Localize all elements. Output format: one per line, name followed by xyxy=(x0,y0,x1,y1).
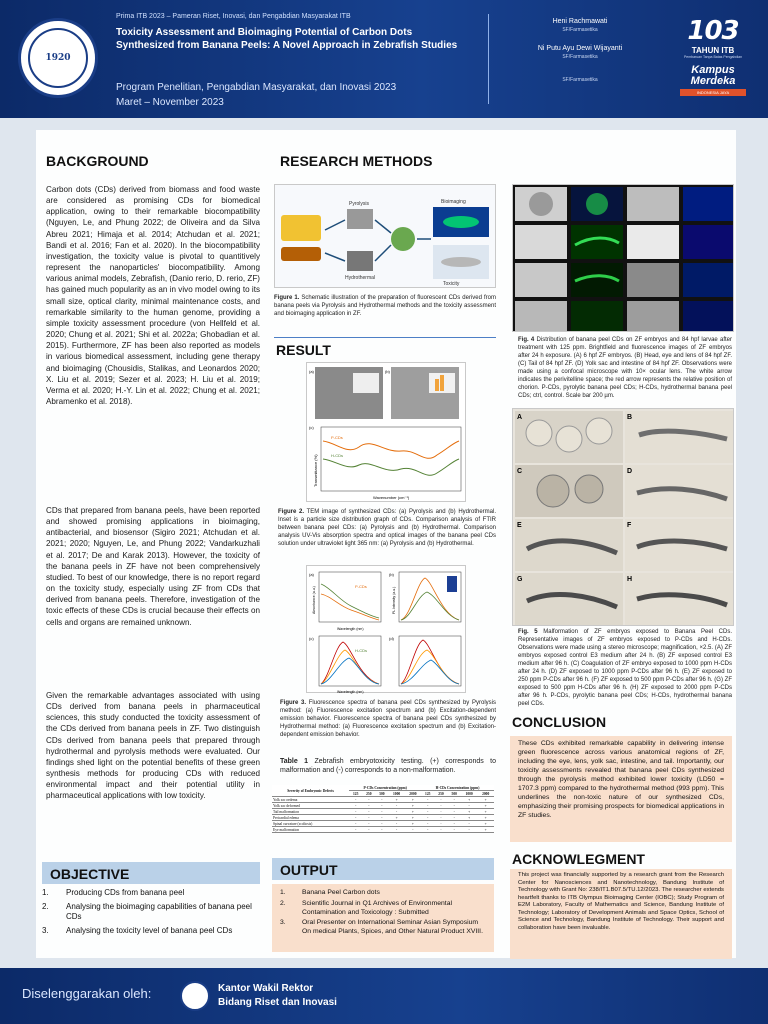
objective-item: 1. Producing CDs from banana peel xyxy=(42,888,185,897)
fig2-label-a: (a) xyxy=(309,369,314,374)
table-cell: - xyxy=(388,803,404,809)
table-cell: - xyxy=(434,815,447,821)
fig5-panel-e: E xyxy=(517,522,522,529)
table-cell: - xyxy=(375,809,388,815)
kampus-merdeka-logo: Kampus Merdeka xyxy=(690,64,736,87)
seal-year: 1920 xyxy=(28,28,88,88)
result-heading: RESULT xyxy=(276,342,331,358)
table-cell: - xyxy=(434,797,447,803)
output-list xyxy=(272,884,494,952)
concentration-header: 500 xyxy=(375,791,388,797)
table-cell: - xyxy=(388,827,404,833)
program-period: Maret – November 2023 xyxy=(116,97,224,108)
divider xyxy=(274,337,496,338)
schematic-label-toxicity: Toxicity xyxy=(443,281,460,287)
table-cell: - xyxy=(349,797,362,803)
table-cell: - xyxy=(375,827,388,833)
table-cell: - xyxy=(421,827,434,833)
output-item: 1. Banana Peel Carbon dots xyxy=(280,889,380,896)
table-cell: - xyxy=(461,821,477,827)
table-cell: - xyxy=(448,827,461,833)
defect-label: Pericardial edema xyxy=(272,815,349,821)
fig5-panel-f: F xyxy=(627,522,632,529)
output-item: 3. Oral Presenter on International Seminar Asian Symposium On medical Plants, Spices, and Other Natural Product XVIII. xyxy=(280,919,483,936)
acknowledgment-heading: ACKNOWLEGMENT xyxy=(512,851,645,867)
table-cell: - xyxy=(375,803,388,809)
figure-4-caption: Fig. 4 Distribution of banana peel CDs on ZF embryos and 84 hpf larvae after treatment with 125 ppm. Brightfield and fluorescence images of ZF embryos after 24 h exposure. (A) 6 hpf ZF embryos. (B) Head, eye and lens of 84 hpf ZF. (C) Tail of 84 hpf ZF. (D) Yolk sac and intestine of 84 hpf ZF. Observations were made using a confocal microscope with 10× ocular lens. The white arrow indicates the perivitelline space; the red arrow represents the relative position of chorion. P-CDs, pyrolytic banana peel CDs; H-CDs, hydrothermal banana peel CDs; ctrl, control. Scale bar 200 µm. xyxy=(518,337,733,400)
fig2-xlabel: Wavenumber (cm⁻¹) xyxy=(373,495,410,500)
table-cell: - xyxy=(405,827,421,833)
table-cell: - xyxy=(421,815,434,821)
figure-2-tem-ftir xyxy=(306,362,466,502)
table-cell: + xyxy=(477,797,494,803)
defect-label: Spinal curvature (scoliosis) xyxy=(272,821,349,827)
table-cell: - xyxy=(421,797,434,803)
acknowledgment-text: This project was financially supported by a research grant from the Research Center for Nanosciences and Nanotechnology, Bandung Institute of Technology with Grant No: 238/IT1.B07.5/TU.12/2023. The researcher extends heartfelt thanks to ITB Olympus Bioimaging Center (IOBC); Study Program of E2M Laboratory, Faculty of Mathematics and Science, Bandung Institute of Technology; Laboratory of Development Animals and Space Optics, School of Science and Technology, Bandung Institute of Technology. Their support and collaboration have been invaluable. xyxy=(510,869,732,959)
fig5-panel-c: C xyxy=(517,468,523,475)
concentration-header: 125 xyxy=(349,791,362,797)
concentration-header: 500 xyxy=(448,791,461,797)
event-kicker: Prima ITB 2023 – Pameran Riset, Inovasi, dan Pengabdian Masyarakat ITB xyxy=(116,13,351,20)
output-heading: OUTPUT xyxy=(272,858,494,880)
table-cell: - xyxy=(388,821,404,827)
figure-2-caption: Figure 2. TEM image of synthesized CDs: (a) Pyrolysis and (b) Hydrothermal. Inset is a particle size distribution graph of CDs. Comparison analysis of FTIR between banana peel CDs: (a) Pyrolysis and (b) Hydrothermal. Comparison analysis UV-Vis absorption spectra and optical images of the banana peel CDs solution under ultraviolet light 365 nm: (a) Pyrolysis and (b) Hydrothermal. xyxy=(278,509,496,548)
concentration-header: 2000 xyxy=(477,791,494,797)
fig3-label-c: (c) xyxy=(309,636,314,641)
output-item: 2. Scientific Journal in Q1 Archives of Environmental Contamination and Toxicology : Submitted xyxy=(280,899,452,916)
fig3-xlabel: Wavelength (nm) xyxy=(337,627,364,631)
header-divider xyxy=(488,14,489,104)
background-paragraph-2: CDs that prepared from banana peels, have been reported and showed promising applications in bioimaging, antibacterial, and biosensor (Sigiro 2021; Atchudan et al. 2021; 2020; Nguyen, Le, and Phung 2022; Vandarkuzhali et al. 2017; De and Karak 2013). However, the toxicity of the banana peels in ZF have not been comprehensively studied. To best of our knowledge, there is no report regard on the toxicity study, especially using ZF from CDs that derived from banana peels. Therefore, investigation of the toxic effects of these CDs is crucial because their effects on cells and organs are remained unknown. xyxy=(46,506,260,627)
table-1-caption: Table 1 Zebrafish embryotoxicity testing. (+) corresponds to malformation and (-) corresponds to a non-malformation. xyxy=(280,758,496,775)
table-cell: - xyxy=(448,821,461,827)
fig2-series-h: H-CDs xyxy=(331,453,343,458)
fig5-panel-a: A xyxy=(517,414,523,421)
fig2-series-p: P-CDs xyxy=(331,435,343,440)
table-cell: + xyxy=(477,821,494,827)
fig3-label-b: (b) xyxy=(389,572,394,577)
objective-list xyxy=(42,888,260,939)
methods-heading: RESEARCH METHODS xyxy=(280,153,433,169)
figure-5-malformation-images xyxy=(512,408,734,626)
table-cell: + xyxy=(477,803,494,809)
fig5-panel-g: G xyxy=(517,576,523,583)
fig2-label-b: (b) xyxy=(385,369,390,374)
figure-1-caption: Figure 1. Schematic illustration of the preparation of fluorescent CDs derived from banana peels via Pyrolysis and Hydrothermal methods and the toxicity assessment and bioimaging application in ZF. xyxy=(274,295,496,318)
concentration-header: 1000 xyxy=(388,791,404,797)
table-row xyxy=(272,827,494,833)
figure-3-caption: Figure 3. Fluorescence spectra of banana peel CDs synthesized by Pyrolysis method: (a) Fluorescence excitation spectrum and (b) Excitation-dependent emission behavior. Fluorescence spectra of banana peel CDs synthesized by Hydrothermal method: (a) Fluorescence excitation spectrum and (b) Excitation-dependent emission behavior. xyxy=(280,700,496,739)
schematic-label-bioimaging: Bioimaging xyxy=(441,199,466,205)
table-cell: + xyxy=(477,827,494,833)
fig3-xlabel-2: Wavelength (nm) xyxy=(337,690,364,694)
concentration-header: 2000 xyxy=(405,791,421,797)
table-cell: + xyxy=(388,797,404,803)
table-cell: - xyxy=(434,803,447,809)
fig5-panel-h: H xyxy=(627,576,633,583)
embryotoxicity-table: Severity of Embryonic Defects P-CDs Concentration (ppm) H-CDs Concentration (ppm) 125 250 500 1000 2000 125 250 500 1000 2000 Yolk sac oedema - - - + + - - - + + Yolk sac deformed - - - - + - - - - + Tail malformation - - - - + - - - + + Pericardial edema - - - + + - - - + + Spinal curvature (scoliosis) - - - - + - - - - + Eye malformation - - - - - - - - - + xyxy=(272,785,494,833)
defect-label: Yolk sac oedema xyxy=(272,797,349,803)
defect-label: Eye malformation xyxy=(272,827,349,833)
fig3-series-p: P-CDs xyxy=(355,584,367,589)
fig3-label-d: (d) xyxy=(389,636,394,641)
table-cell: - xyxy=(362,821,375,827)
itb-seal-small-logo xyxy=(180,981,210,1011)
defect-label: Yolk sac deformed xyxy=(272,803,349,809)
fig5-panel-b: B xyxy=(627,414,633,421)
objective-heading: OBJECTIVE xyxy=(42,862,260,884)
table-cell: + xyxy=(461,797,477,803)
table-cell: - xyxy=(448,797,461,803)
table-cell: - xyxy=(434,809,447,815)
table-cell: + xyxy=(405,809,421,815)
program-name: Program Penelitian, Pengabdian Masyarakat, dan Inovasi 2023 xyxy=(116,82,397,93)
table-cell: - xyxy=(448,815,461,821)
itb-seal-logo xyxy=(18,18,98,98)
background-paragraph-3: Given the remarkable advantages associated with using CDs derived from banana peels in pharmaceutical sciences, this study conducted the toxicity assessment of the CDs derived from banana peels in ZF. Two distinguish CDs derived from banana peels that prepared through hydrothermal and pyrolysis methods were evaluated. Our findings shed light on the potential benefits of these green synthesis methods for producing CDs with reduced environmental impact and their potential utility in pharmaceutical applications with low toxicity. xyxy=(46,691,260,801)
table-cell: - xyxy=(362,803,375,809)
table-cell: - xyxy=(375,815,388,821)
table-cell: + xyxy=(461,815,477,821)
table-cell: + xyxy=(477,809,494,815)
table-cell: - xyxy=(434,821,447,827)
table-cell: - xyxy=(434,827,447,833)
table-cell: - xyxy=(349,803,362,809)
conclusion-heading: CONCLUSION xyxy=(512,714,607,730)
concentration-header: 125 xyxy=(421,791,434,797)
table-cell: - xyxy=(421,821,434,827)
table-cell: - xyxy=(388,809,404,815)
poster-footer xyxy=(0,968,768,1024)
fig2-label-c: (c) xyxy=(309,425,314,430)
table-cell: - xyxy=(448,803,461,809)
figure-1-schematic xyxy=(274,184,496,288)
table-cell: - xyxy=(349,815,362,821)
fig3-ylabel-1: Absorbance (a.u.) xyxy=(312,586,316,614)
table-cell: - xyxy=(349,809,362,815)
table-cell: - xyxy=(349,827,362,833)
organizer-label: Diselenggarakan oleh: xyxy=(22,986,152,1001)
background-heading: BACKGROUND xyxy=(46,153,149,169)
table-cell: + xyxy=(388,815,404,821)
table-cell: + xyxy=(477,815,494,821)
table-cell: - xyxy=(375,797,388,803)
concentration-header: 250 xyxy=(362,791,375,797)
table-cell: + xyxy=(405,821,421,827)
fig2-ylabel: Transmittance (%) xyxy=(313,454,318,487)
fig3-series-h: H-CDs xyxy=(355,648,367,653)
table-cell: + xyxy=(461,809,477,815)
table-cell: - xyxy=(421,803,434,809)
table-cell: - xyxy=(362,797,375,803)
objective-item: 3. Analysing the toxicity level of banana peel CDs xyxy=(42,925,233,935)
organizer-name-1: Kantor Wakil Rektor xyxy=(218,983,314,994)
schematic-illustration xyxy=(275,185,497,289)
table-cell: - xyxy=(461,827,477,833)
conclusion-text: These CDs exhibited remarkable capability in delivering intense green fluorescence across various anatomical regions of ZF, including the eye, lens, yolk sac, intestine, and tail. Importantly, our toxicity assessments revealed that banana peel CDs synthesized through the pyrolysis method exhibited lower toxicity (LD50 = 1707.3 ppm) compared to the hydrothermal method (993 ppm). This underlines the non-toxic nature of our synthesized CDs, emphasizing their promising prospects for biomedical applications in ZF studies. xyxy=(510,736,732,842)
figure-5-caption: Fig. 5 Malformation of ZF embryos exposed to Banana Peel CDs. Representative images of ZF embryos exposed to P-CDs and H-CDs. Observations were made using a stereo microscope; magnification, ×2.5. (A) ZF embryos exposed control E3 medium after 24 h. (B) ZF exposed control E3 medium after 96 h. (C) Coagulation of ZF embryo exposed to 1000 ppm H-CDs after 24 h. (D) ZF exposed to 1000 ppm P-CDs after 96 h. (E) ZF exposed to 250 ppm P-CDs after 96 h. (F) ZF exposed to 500 ppm P-CDs after 96 h. (G) ZF exposed to 500 ppm H-CDs after 96 h. (H) ZF exposed to 2000 ppm P-CDs after 96 h. P-CDs, pyrolytic banana peel CDs; H-CDs, hydrothermal banana peel CDs. xyxy=(518,629,733,708)
organizer-name-2: Bidang Riset dan Inovasi xyxy=(218,997,337,1008)
concentration-header: 1000 xyxy=(461,791,477,797)
figure-3-fluorescence xyxy=(306,565,466,693)
table-cell: + xyxy=(405,803,421,809)
fig5-panel-d: D xyxy=(627,468,633,475)
table-cell: - xyxy=(461,803,477,809)
table-cell: + xyxy=(405,815,421,821)
table-cell: - xyxy=(421,809,434,815)
schematic-label-hydrothermal: Hydrothermal xyxy=(345,275,376,281)
schematic-label-pyrolysis: Pyrolysis xyxy=(349,201,370,207)
table-body xyxy=(272,797,494,833)
figure-4-confocal-images xyxy=(512,184,734,332)
concentration-header: 250 xyxy=(434,791,447,797)
author-2: Ni Putu Ayu Dewi Wijayanti SF/Farmasetika xyxy=(537,45,623,60)
poster-title: Toxicity Assessment and Bioimaging Potential of Carbon Dots Synthesized from Banana Peels: A Novel Approach in Zebrafish Studies xyxy=(116,27,458,51)
table-cell: - xyxy=(362,815,375,821)
background-paragraph-1: Carbon dots (CDs) derived from biomass and food waste are considered as promising CDs for biomedical application, owing to their remarkable biocompatibility (Nguyen, Le, and Phung 2022; de Oliveira and da Silva Abreu 2021; Himaja et al. 2014; Atchudan et al. 2021; Bandi et al. 2016; Fan et al. 2020). In the biocompatibility investigation, the toxicity value is pivotal to quantitively represent the nanoparticles' biocompatibility. Among various animal models, Zebrafish, (Danio rerio, D. rerio, ZF) has gained much popularity as an in vivo model owing to its small size, optical clarity, minimal maintenance costs, and remarkable similarity to the human genome, providing a simple toxicity assessment procedure (von Hellfeld et al. 2020; Chung et al. 2021; Shi et al. 2022a; Ghobadian et al. 2015). Furthermore, ZF has been also reported as models in various biomedical assessment, including gene therapy and bioimaging (Chousidis, Stalikas, and Leonardos 2020; X. Liu et al. 2019; Sezer et al. 2023; H. Liu et al. 2019; Verma et al. 2020; H.-Y. Lin et al. 2022; Chung et al. 2021; Abramenko et al. 2018). xyxy=(46,185,260,406)
itb-anniversary-logo: 103 TAHUN ITB Pembaruan Tanpa Batas Pengabdian Kampus Merdeka INDONESIA JAYA xyxy=(680,16,746,96)
objective-item: 2. Analysing the bioimaging capabilities of banana peel CDs xyxy=(42,901,252,922)
fig3-label-a: (a) xyxy=(309,572,314,577)
poster-header xyxy=(0,0,768,118)
author-3: SF/Farmasetika xyxy=(562,77,598,83)
table-cell: - xyxy=(362,827,375,833)
table-cell: - xyxy=(362,809,375,815)
table-cell: + xyxy=(405,797,421,803)
fig3-ylabel-2: PL Intensity (a.u.) xyxy=(392,586,396,614)
defect-label: Tail malformation xyxy=(272,809,349,815)
table-cell: - xyxy=(349,821,362,827)
table-cell: - xyxy=(375,821,388,827)
author-1: Heni Rachmawati SF/Farmasetika xyxy=(552,18,608,33)
table-cell: - xyxy=(448,809,461,815)
